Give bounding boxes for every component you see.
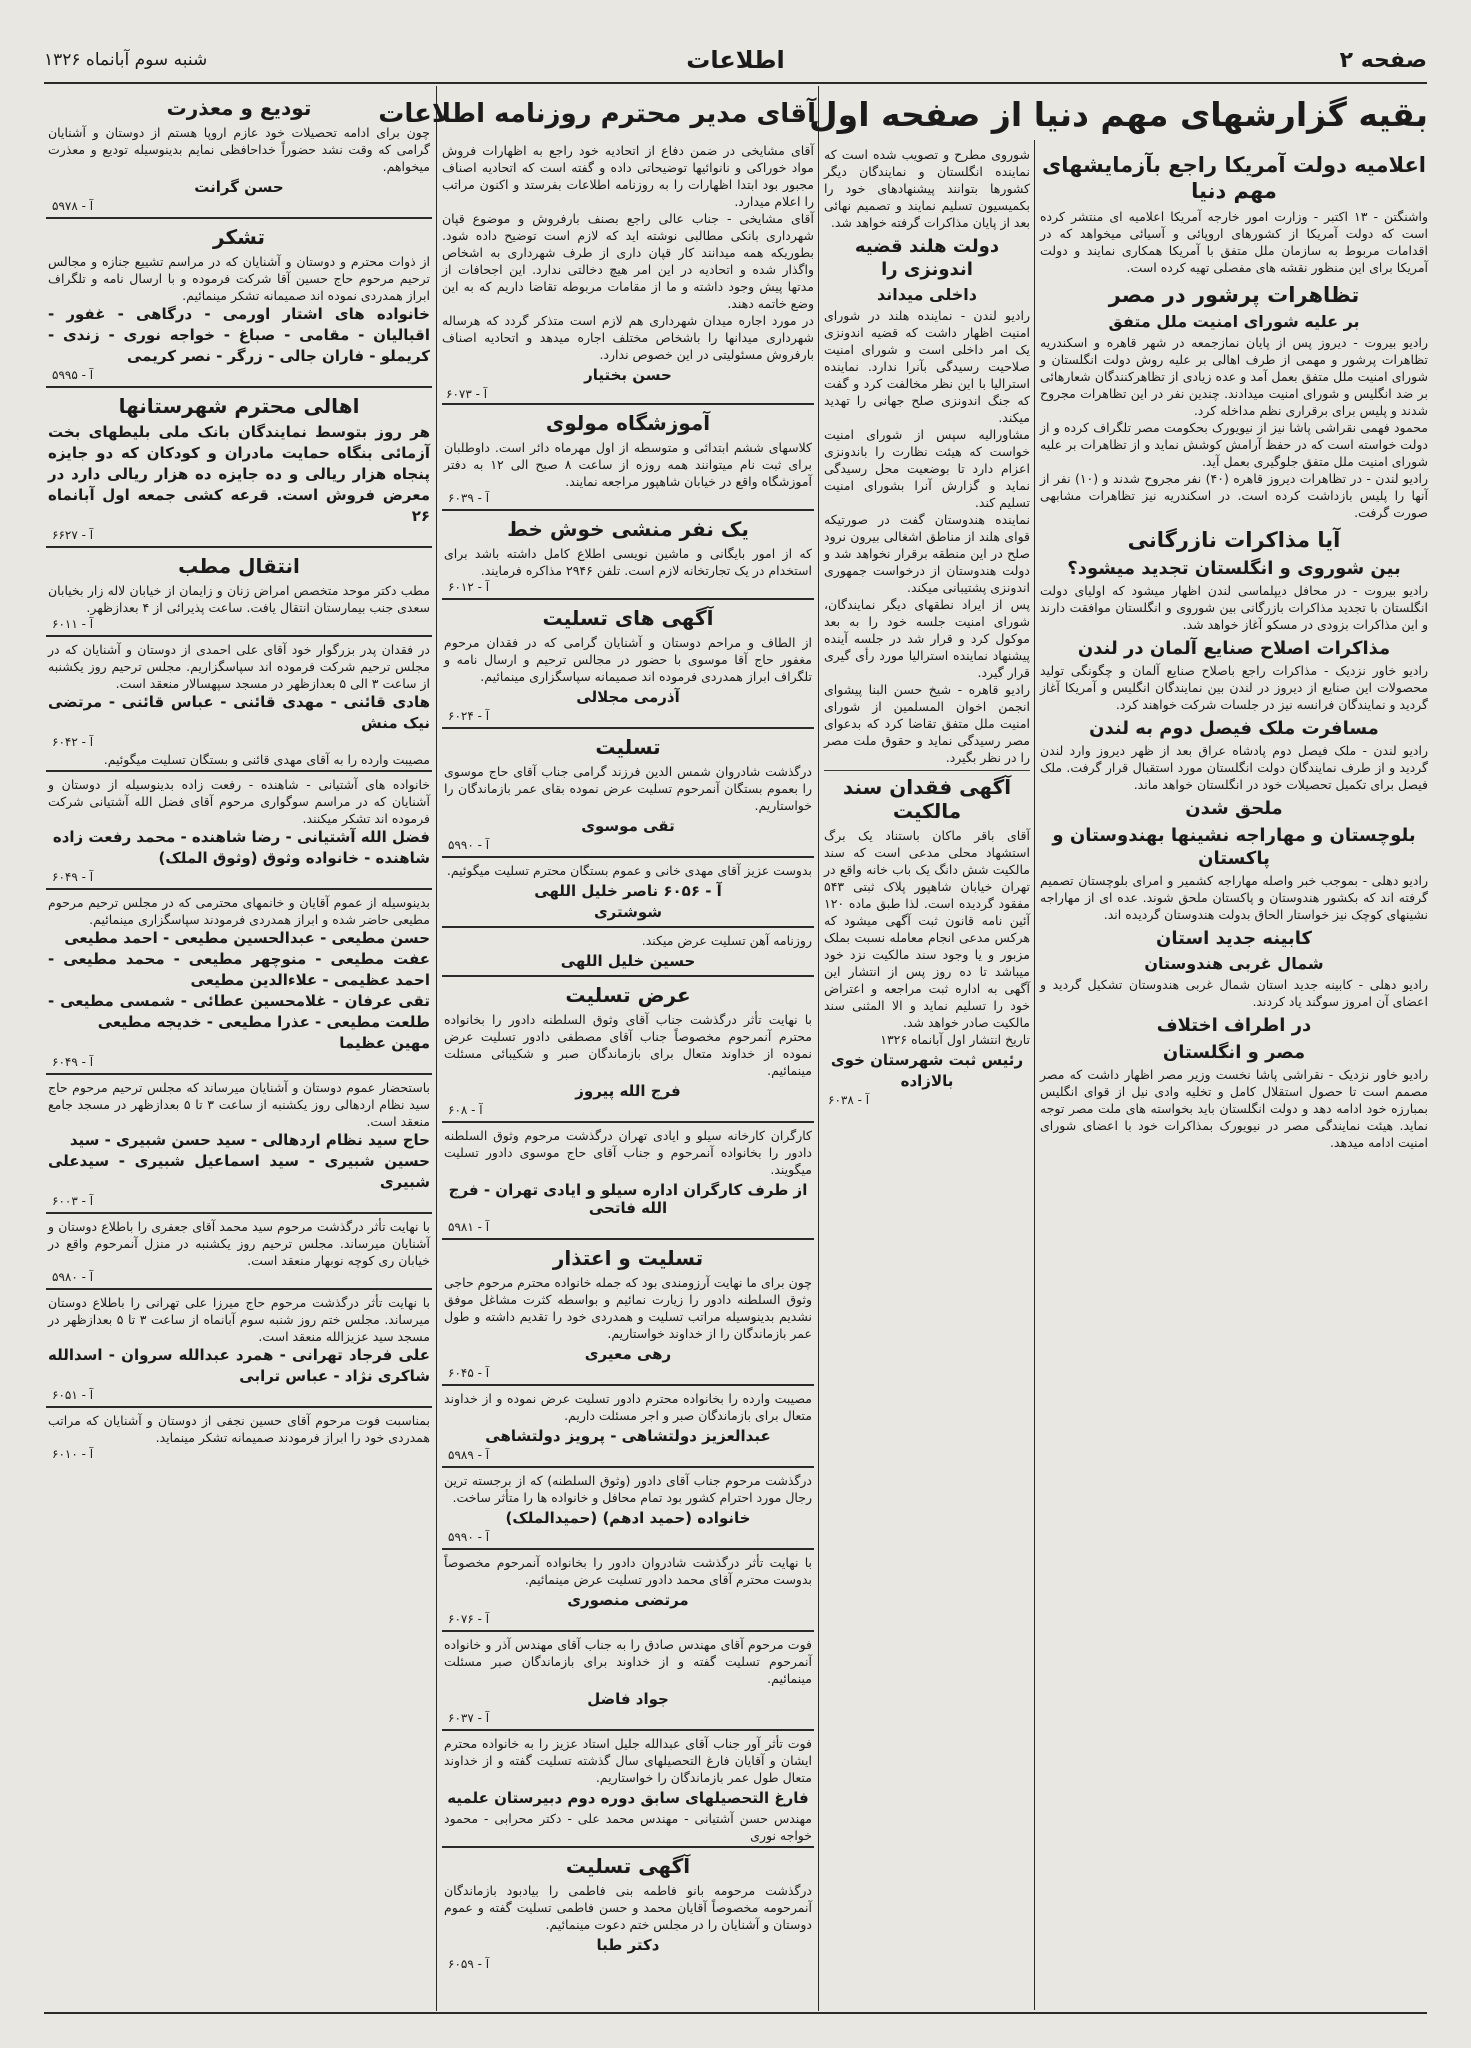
notice-names: تقی عرفان - غلامحسین عطائی - شمسی مطیعی - طلعت مطیعی - عذرا مطیعی - خدیجه مطیعی	[48, 992, 430, 1031]
article-text: رادیو لندن - در تظاهرات دیروز قاهره (۴۰) نفر مجروح شدند و (۱۰) نفر از آنها را پلیس بازداشت کرده است. در اسکندریه نیز تظاهرات مشابهی صورت گرفت.	[1040, 471, 1428, 520]
column-divider	[1034, 140, 1035, 2010]
divider	[824, 770, 1030, 771]
notice-title: تودیع و معذرت	[166, 96, 312, 120]
ad-reference: آ - ۶۰۱۰	[52, 1447, 94, 1461]
notice-box	[442, 975, 814, 1121]
notice-names: عفت مطیعی - منوچهر مطیعی - محمد مطیعی - احمد عظیمی - علاءالدین مطیعی	[48, 950, 430, 989]
notice-text: هر روز بتوسط نمایندگان بانک ملی بلیطهای بخت آزمائی بنگاه حمایت مادران و کودکان که دو جایزه پنجاه هزار ریالی و ده جایزه ده هزار ریالی دارد در معرض فروش است. قرعه کشی جمعه اول آبانماه ۲۶	[48, 423, 430, 525]
notice-box	[46, 635, 432, 770]
notice-signature: مرتضی منصوری	[567, 1591, 689, 1609]
headline: دولت هلند قضیه اندونزی را	[854, 236, 1000, 280]
article-text: رادیو دهلی - بموجب خبر واصله مهاراجه کشمیر و امرای بلوچستان تصمیم گرفته اند که بکشور هندوستان و پاکستان ملحق شوند. عده ای از مهاراجه نشینهای کوچک نیز خواستار الحاق بدولت هندوستان گردیده اند.	[1040, 873, 1428, 922]
notice-text: از الطاف و مراحم دوستان و آشنایان گرامی که در فقدان مرحوم مغفور حاج آقا موسوی با حضور در مجالس ترحیم و ارسال نامه و تلگراف ابراز همدردی فرموده اند صمیمانه سپاسگزاری مینمائیم.	[444, 635, 812, 684]
letter-text: آقای مشایخی در ضمن دفاع از اتحادیه خود راجع به اظهارات فروش مواد خوراکی و نانوائیها توضیحاتی داده و گفته است که اتحادیه اصناف مجبور بود ابتدا اظهارات را به روزنامه اطلاعات بفرستد و اکنون مراتب را اعلام میدارد.	[442, 143, 814, 209]
notice-text: با نهایت تأثر درگذشت مرحوم سید محمد آقای جعفری را باطلاع دوستان و آشنایان میرساند. مجلس ترحیم روز یکشنبه در منزل آنمرحوم واقع در خیابان ری کوچه نوبهار منعقد است.	[48, 1219, 430, 1268]
notice-box	[442, 856, 814, 926]
notice-names: حسن مطیعی - عبدالحسین مطیعی - احمد مطیعی	[64, 929, 430, 947]
notice-box	[442, 1846, 814, 1975]
notice-text: با نهایت تأثر درگذشت شادروان دادور را بخانواده آنمرحوم مخصوصاً بدوست محترم آقای محمد دادور تسلیت عرض مینمائیم.	[444, 1555, 812, 1587]
notice-title: آموزشگاه مولوی	[545, 411, 711, 435]
notice-box	[46, 217, 432, 386]
letter-text: آقای مشایخی - جناب عالی راجع بصنف بارفروش و موضوع قپان شهرداری بانکی مطالبی نوشته اید که لازم است توضیح داده شود. بطوریکه همه میدانند کار قپان داری از طرف شهرداری به اشخاص واگذار شده و اتحادیه در این امر هیچ دخالتی ندارد. این اجحافات از مدتها پیش وجود داشته و ما از مقامات مربوطه تقاضا داریم که به این وضع خاتمه دهند.	[442, 211, 814, 311]
ad-reference: آ - ۶۰۱۲	[448, 580, 490, 594]
notice-names: حاج سید نظام اردهالی - سید حسن شبیری - سید	[69, 1131, 430, 1149]
notice-box	[46, 1288, 432, 1406]
notice-box	[442, 1238, 814, 1384]
world-news-banner: بقیه گزارشهای مهم دنیا از صفحه اول	[809, 95, 1428, 134]
world-news-column	[1040, 146, 1428, 2010]
notice-text: بدینوسیله از عموم آقایان و خانمهای محترمی که در مجلس ترحیم مرحوم مطیعی حاضر شده و ابراز همدردی فرمودند سپاسگزاری مینمائیم.	[48, 895, 430, 927]
ad-reference: آ - ۵۹۸۱	[448, 1220, 490, 1234]
headline: مذاکرات اصلاح صنایع آلمان در لندن	[1077, 638, 1391, 659]
article-text: رادیو خاور نزدیک - نقراشی پاشا نخست وزیر مصر اظهار داشت که مصر مصمم است تا حصول استقلال کامل و تخلیه وادی نیل از قوای انگلیس بمبارزه خود ادامه دهد و دولت انگلستان باید بخواسته های ملت مصر توجه نماید. هیئت نمایندگی مصر در نیویورک بمذاکرات خود با اعضای شورای امنیت ادامه میدهد.	[1040, 1067, 1428, 1150]
notice-box	[442, 1384, 814, 1466]
letter-column	[442, 142, 814, 2010]
notice-names: مهین عظیما	[339, 1034, 430, 1052]
notice-signature: تقی موسوی	[581, 817, 675, 835]
notice-box	[46, 90, 432, 217]
column-divider	[436, 86, 437, 2011]
notice-text: بدوست عزیز آقای مهدی خانی و عموم بستگان محترم تسلیت میگوئیم.	[446, 863, 812, 878]
ad-reference: آ - ۵۹۸۰	[52, 1270, 94, 1284]
ad-reference: آ - ۶۰۷۳	[446, 387, 488, 401]
notice-signature: دکتر طبا	[596, 1936, 660, 1954]
subheadline: مصر و انگلستان	[1162, 1042, 1306, 1063]
article-text: مشاورالیه سپس از شورای امنیت خواست که هیئت نظارت را باندونزی اعزام دارد تا بوضعیت محل رسیدگی نماید و گزارش آنرا بشورای امنیت تسلیم کند.	[824, 427, 1030, 510]
notice-box	[46, 1073, 432, 1212]
notice-signature: فارغ التحصیلهای سابق دوره دوم دبیرستان علمیه	[447, 1789, 809, 1807]
notice-box	[442, 509, 814, 598]
notice-box	[442, 403, 814, 509]
notice-signature: حسن گرانت	[194, 178, 284, 196]
notice-text: که از امور بایگانی و ماشین نویسی اطلاع کامل داشته باشد برای استخدام در یک تجارتخانه لازم است. تلفن ۲۹۴۶ مذاکره فرمایند.	[444, 546, 812, 578]
notice-box	[442, 1121, 814, 1238]
notice-text: فوت مرحوم آقای مهندس صادق را به جناب آقای مهندس آذر و خانواده آنمرحوم تسلیت گفته و از خداوند برای بازماندگان صبر مسئلت مینمائیم.	[444, 1637, 812, 1686]
ad-reference: آ - ۶۰۴۹	[52, 870, 94, 884]
notice-names: حسین شبیری - سید اسماعیل شبیری - سیدعلی شبیری	[48, 1152, 430, 1191]
world-news-column-2	[824, 146, 1030, 2010]
notice-text: مصیبت وارده را به آقای مهدی قائنی و بستگان تسلیت میگوئیم.	[103, 752, 430, 767]
issue-date: شنبه سوم آبانماه ۱۳۲۶	[44, 50, 208, 70]
notice-signature: حسین خلیل اللهی	[560, 952, 696, 970]
notice-box	[442, 1729, 814, 1846]
notice-text: کارگران کارخانه سیلو و ایادی تهران درگذشت مرحوم وثوق السلطنه دادور را بخانواده آنمرحوم و جناب آقای حاج موسوی دادور تسلیت میگویند.	[444, 1128, 812, 1177]
notice-signature: رئیس ثبت شهرستان خوی	[830, 1051, 1024, 1069]
notice-box	[46, 1406, 432, 1465]
notice-title: آگهی فقدان سند مالکیت	[842, 775, 1012, 823]
newspaper-name: اطلاعات	[686, 46, 785, 74]
ad-reference: آ - ۶۰۸	[448, 1103, 483, 1117]
notice-box	[46, 770, 432, 888]
ad-reference: آ - ۶۰۴۹	[52, 1055, 94, 1069]
notice-title: تسلیت و اعتذار	[552, 1246, 704, 1270]
ad-reference: آ - ۶۰۷۶	[448, 1612, 490, 1626]
notice-title: تسلیت	[595, 735, 661, 759]
ad-reference: آ - ۵۹۹۵	[52, 368, 94, 382]
ad-reference: آ - ۶۶۲۷	[52, 528, 94, 542]
notice-signature: عبدالعزیز دولتشاهی - پرویز دولتشاهی	[485, 1427, 771, 1445]
notice-text: با نهایت تأثر درگذشت جناب آقای وثوق السلطنه دادور را بخانواده محترم آنمرحوم مخصوصاً جناب آقای مصطفی دادور تسلیت عرض نموده از خداوند متعال برای بازماندگان صبر و شکیبائی مسئلت مینمائیم.	[444, 1012, 812, 1078]
column-divider	[818, 86, 819, 2011]
notice-names: خانواده های اشتار اورمی - درگاهی - غفور - اقبالیان - مقامی - صباغ - خواجه نوری - زندی - کریملو - فاران جالی - زرگر - نصر کریمی	[48, 305, 430, 365]
notice-text: درگذشت مرحومه بانو فاطمه بنی فاطمی را بیادبود بازماندگان آنمرحومه مخصوصاً آقایان محمد و حسن فاطمی تسلیت گفته و عموم دوستان و آشنایان را در مجلس ختم دعوت مینمائیم.	[444, 1883, 812, 1932]
ad-reference: آ - ۵۹۹۰	[448, 838, 490, 852]
notice-text: درگذشت شادروان شمس الدین فرزند گرامی جناب آقای حاج موسوی را بعموم بستگان آنمرحوم تسلیت عرض نموده بقای عمر بازماندگان را خواستاریم.	[444, 764, 812, 813]
article-text: رادیو لندن - ملک فیصل دوم پادشاه عراق بعد از ظهر دیروز وارد لندن گردید و از طرف نمایندگان دولت انگلستان مورد استقبال قرار گرفت. ملک فیصل برای تکمیل تحصیلات خود در انگلستان خواهد ماند.	[1040, 743, 1428, 792]
notice-text: خانواده های آشتیانی - شاهنده - رفعت زاده بدینوسیله از دوستان و آشنایان که در مراسم سوگواری مرحوم آقای فضل الله آشتیانی شرکت فرموده اند تشکر میکنند.	[48, 777, 430, 826]
notice-names: فضل الله آشتیانی - رضا شاهنده - محمد رفعت زاده	[52, 828, 430, 846]
notice-box	[442, 1630, 814, 1729]
headline: مسافرت ملک فیصل دوم به لندن	[1089, 718, 1379, 739]
ad-reference: آ - ۵۹۹۰	[448, 1530, 490, 1544]
notice-box	[442, 598, 814, 727]
notice-signature: آذرمی مجلالی	[576, 688, 680, 706]
page-header	[44, 40, 1427, 78]
ad-reference: آ - ۶۰۳۷	[448, 1711, 490, 1725]
letter-text: در مورد اجاره میدان شهرداری هم لازم است متذکر گردد که هرساله شهرداری میدانها را باشخاص مختلف اجاره میدهد و اتحادیه اصناف بارفروش مسئولیتی در این خصوص ندارد.	[442, 313, 814, 362]
notice-signature: آ - ۶۰۵۶ ناصر خلیل اللهی	[534, 882, 722, 900]
notice-title: اهالی محترم شهرستانها	[118, 394, 360, 418]
notice-box	[46, 1212, 432, 1288]
notice-box	[46, 546, 432, 635]
notice-title: آگهی تسلیت	[565, 1854, 691, 1878]
ad-reference: آ - ۶۰۴۲	[52, 735, 94, 749]
footer-rule	[44, 2012, 1427, 2014]
article-text: رادیو خاور نزدیک - مذاکرات راجع باصلاح صنایع آلمان و چگونگی تولید محصولات این صنایع از دیروز در لندن بین نمایندگان انگلیس و آمریکا آغاز گردید و نمایندگان فرانسه نیز در جلسات شرکت خواهند کرد.	[1040, 663, 1428, 712]
notice-title: آگهی های تسلیت	[542, 606, 714, 630]
article-text: محمود فهمی نقراشی پاشا نیز از نیویورک بحکومت مصر تلگراف کرده و از دولت خواسته است که در حفظ آرامش کوشش نماید و از تظاهرات بر علیه شورای امنیت ملل متفق جلوگیری بعمل آید.	[1040, 420, 1428, 469]
ad-reference: آ - ۶۰۴۵	[448, 1366, 490, 1380]
notice-text: کلاسهای ششم ابتدائی و متوسطه از اول مهرماه دائر است. داوطلبان برای ثبت نام میتوانند همه روزه از ساعت ۸ صبح الی ۱۲ به دفتر آموزشگاه واقع در خیابان شاهپور مراجعه نمایند.	[444, 440, 813, 489]
notice-title: یک نفر منشی خوش خط	[507, 517, 749, 541]
notice-signature: رهی معیری	[584, 1345, 672, 1363]
page-number: صفحه ۲	[1339, 48, 1427, 73]
notice-names: هادی قائنی - مهدی قائنی - عباس قائنی - مرتضی نیک منش	[48, 693, 430, 732]
article-text: رادیو بیروت - در محافل دیپلماسی لندن اظهار میشود که اولیای دولت انگلستان با تجدید مذاکرات بازرگانی بین شوروی و انگلستان موافقت دارند و این مذاکرات بزودی در مسکو آغاز خواهد شد.	[1040, 583, 1428, 632]
headline: اعلامیه دولت آمریکا راجع بآزمایشهای مهم دنیا	[1042, 153, 1426, 203]
notice-text: چون برای ادامه تحصیلات خود عازم اروپا هستم از دوستان و آشنایان گرامی که وقت نشد حضوراً خداحافظی نمایم بدینوسیله تودیع و معذرت میخواهم.	[48, 125, 430, 174]
notice-text: با نهایت تأثر درگذشت مرحوم حاج میرزا علی تهرانی را باطلاع دوستان میرساند. مجلس ختم روز شنبه سوم آبانماه از ساعت ۳ تا ۵ بعدازظهر در مسجد سید عزیزالله منعقد است.	[48, 1295, 430, 1344]
ad-reference: آ - ۶۰۱۱	[52, 617, 94, 631]
notice-text: در فقدان پدر بزرگوار خود آقای علی احمدی از دوستان و آشنایان که در مجلس ترحیم شرکت فرموده اند سپاسگزاریم. مجلس ترحیم روز یکشنبه از ساعت ۳ الی ۵ بعدازظهر در مسجد سپهسالار منعقد است.	[48, 642, 430, 691]
notice-box	[442, 727, 814, 856]
notice-box	[442, 1466, 814, 1548]
ad-reference: آ - ۶۰۵۱	[52, 1388, 94, 1402]
notice-signature: بالازاده	[900, 1072, 954, 1090]
header-rule	[44, 82, 1427, 84]
subheadline: شمال غربی هندوستان	[1144, 954, 1324, 973]
notice-box	[46, 386, 432, 546]
letter-signature: حسن بختیار	[584, 366, 672, 384]
notice-signature: شوشتری	[593, 903, 663, 921]
subheadline: بین شوروی و انگلستان تجدید میشود؟	[1067, 558, 1401, 579]
notice-title: انتقال مطب	[178, 554, 300, 578]
notice-text: مطب دکتر موحد متخصص امراض زنان و زایمان از خیابان لاله زار بخیابان سعدی جنب بیمارستان انتقال یافت. ساعت پذیرائی از ۴ بعدازظهر.	[48, 583, 430, 615]
notice-names: مهندس حسن آشتیانی - مهندس محمد علی - دکتر محرابی - محمود خواجه نوری	[444, 1811, 812, 1843]
notice-text: بمناسبت فوت مرحوم آقای حسین نجفی از دوستان و آشنایان که مراتب همدردی خود را ابراز فرمودند صمیمانه تشکر مینماید.	[48, 1413, 430, 1445]
subheadline: بلوچستان و مهاراجه نشینها بهندوستان و پاکستان	[1052, 825, 1416, 869]
notice-text: درگذشت مرحوم جناب آقای دادور (وثوق السلطنه) که از برجسته ترین رجال مورد احترام کشور بود تمام محافل و خانواده ها را متأثر ساخت.	[444, 1473, 812, 1505]
headline: کابینه جدید استان	[1156, 928, 1312, 949]
ad-reference: آ - ۵۹۷۸	[52, 199, 94, 213]
article-text: واشنگتن - ۱۳ اکتبر - وزارت امور خارجه آمریکا اعلامیه ای منتشر کرده است که دولت آمریکا از کشورهای اروپائی و آسیائی میخواهد که در اقدامات مربوط به سازمان ملل متفق با آمریکا همکاری نمایند و دولت آمریکا برای این منظور نقشه های مفصلی تهیه کرده است.	[1040, 209, 1428, 275]
notice-text: باستحضار عموم دوستان و آشنایان میرساند که مجلس ترحیم مرحوم حاج سید نظام اردهالی روز یکشنبه از ساعت ۳ تا ۵ بعدازظهر در مسجد جامع منعقد است.	[48, 1080, 431, 1129]
notice-title: عرض تسلیت	[565, 983, 691, 1007]
notice-text: آقای باقر ماکان باستناد یک برگ استشهاد محلی مدعی است که سند مالکیت شش دانگ یک باب خانه واقع در تهران خیابان شاهپور پلاک ثبتی ۵۴۳ مفقود گردیده است. لذا طبق ماده ۱۲۰ آئین نامه قانون ثبت آگهی میشود که هرکس مدعی انجام معامله نسبت بملک مزبور و یا وجود سند مالکیت نزد خود میباشد تا ده روز پس از انتشار این آگهی به اداره ثبت مراجعه و اعتراض خود را تسلیم نماید و الا المثنی سند مالکیت صادر خواهد شد.	[824, 828, 1030, 1030]
notice-date: تاریخ انتشار اول آبانماه ۱۳۲۶	[880, 1032, 1030, 1047]
article-text: پس از ایراد نطقهای دیگر نمایندگان، شورای امنیت جلسه خود را به بعد موکول کرد و قرار شد در جلسه آینده پیشنهاد نماینده استرالیا مورد رأی گیری قرار گیرد.	[824, 597, 1030, 680]
ad-reference: آ - ۶۰۳۹	[448, 491, 490, 505]
subheadline: داخلی میداند	[877, 285, 977, 304]
article-text: رادیو دهلی - کابینه جدید استان شمال غربی هندوستان تشکیل گردید و اعضای آن امروز سوگند یاد کردند.	[1040, 977, 1428, 1009]
ad-reference: آ - ۶۰۳۸	[828, 1093, 870, 1107]
notice-text: مصیبت وارده را بخانواده محترم دادور تسلیت عرض نموده و از خداوند متعال برای بازماندگان صبر و اجر مسئلت داریم.	[444, 1391, 812, 1423]
notice-signature: جواد فاضل	[587, 1690, 669, 1708]
notice-title: تشکر	[213, 225, 265, 249]
headline: آیا مذاکرات نازرگانی	[1127, 528, 1341, 552]
notice-text: از ذوات محترم و دوستان و آشنایان که در مراسم تشییع جنازه و مجالس ترحیم مرحوم حاج حسین آقا شرکت فرموده و با ارسال نامه و تلگراف ابراز همدردی نموده اند صمیمانه تشکر مینمائیم.	[48, 254, 430, 303]
article-text: نماینده هندوستان گفت در صورتیکه قوای هلند از مناطق اشغالی بیرون نرود صلح در این منطقه برقرار نخواهد شد و دولت هندوستان از درخواست جمهوری اندونزی پشتیبانی میکند.	[824, 512, 1030, 595]
headline: تظاهرات پرشور در مصر	[1108, 283, 1360, 307]
notice-names: علی فرجاد تهرانی - همرد عبدالله سروان - اسدالله شاکری نژاد - عباس ترابی	[48, 1346, 430, 1385]
ad-reference: آ - ۶۰۲۴	[448, 709, 490, 723]
notice-box	[442, 1548, 814, 1630]
notice-signature: خانواده (حمید ادهم) (حمیدالملک)	[505, 1509, 751, 1527]
headline: ملحق شدن	[1185, 798, 1283, 819]
notice-signature: از طرف کارگران اداره سیلو و ایادی تهران - فرج الله فاتحی	[448, 1181, 808, 1217]
notice-text: چون برای ما نهایت آرزومندی بود که جمله خانواده محترم مرحوم حاجی وثوق السلطنه دادور را زیارت نمائیم و بواسطه کثرت مشاغل موفق نشدیم بدینوسیله مراتب تسلیت و همدردی خود را تقدیم داشته و طول عمر بازماندگان را از خداوند خواستاریم.	[444, 1275, 812, 1341]
article-text: رادیو قاهره - شیخ حسن البنا پیشوای انجمن اخوان المسلمین از شورای امنیت ملل متفق تقاضا کرد که بدعوای مصر رسیدگی نماید و حقوق ملت مصر را در نظر بگیرد.	[824, 682, 1030, 765]
notice-box	[442, 926, 814, 975]
notice-text: روزنامه آهن تسلیت عرض میکند.	[641, 933, 812, 948]
ad-reference: آ - ۶۰۵۹	[448, 1957, 490, 1971]
notice-signature: فرج الله پیروز	[575, 1082, 681, 1100]
article-text: رادیو بیروت - دیروز پس از پایان نمازجمعه در شهر قاهره و اسکندریه تظاهرات پرشور و مهمی از طرف اهالی بر علیه روش دولت انگلستان و شورای امنیت ملل متفق بعمل آمد و عده زیادی از تظاهرکنندگان شعارهائی بر ضد انگلیس و شورای امنیت میدادند. چندین نفر در این تظاهرات مجروح شدند و پلیس برای برقراری نظم مداخله کرد.	[1040, 335, 1428, 418]
letter-banner: آقای مدیر محترم روزنامه اطلاعات	[378, 99, 816, 129]
notice-box	[46, 888, 432, 1073]
subheadline: بر علیه شورای امنیت ملل متفق	[1108, 312, 1360, 331]
article-text: شوروی مطرح و تصویب شده است که نماینده انگلستان و نمایندگان دیگر کشورها بتوانند پیشنهادهای خود را بکمیسیون تسلیم نمایند و تصمیم نهائی بعد از پایان مذاکرات گرفته خواهد شد.	[824, 147, 1030, 230]
ad-reference: آ - ۵۹۸۹	[448, 1448, 490, 1462]
article-text: رادیو لندن - نماینده هلند در شورای امنیت اظهار داشت که قضیه اندونزی یک امر داخلی است و شورای امنیت صلاحیت رسیدگی بآنرا ندارد. نماینده استرالیا با این نظر مخالفت کرد و گفت که جنگ اندونزی صلح جهانی را تهدید میکند.	[824, 308, 1030, 425]
ad-reference: آ - ۶۰۰۳	[52, 1194, 94, 1208]
notice-names: شاهنده - خانواده وثوق (وثوق الملک)	[158, 849, 430, 867]
classifieds-column	[46, 90, 432, 2010]
notice-text: فوت تأثر آور جناب آقای عبدالله جلیل استاد عزیز را به خانواده محترم ایشان و آقایان فارغ التحصیلهای سال گذشته تسلیت گفته و از خداوند متعال طول عمر بازماندگان را خواستاریم.	[444, 1736, 812, 1785]
headline: در اطراف اختلاف	[1156, 1015, 1312, 1036]
